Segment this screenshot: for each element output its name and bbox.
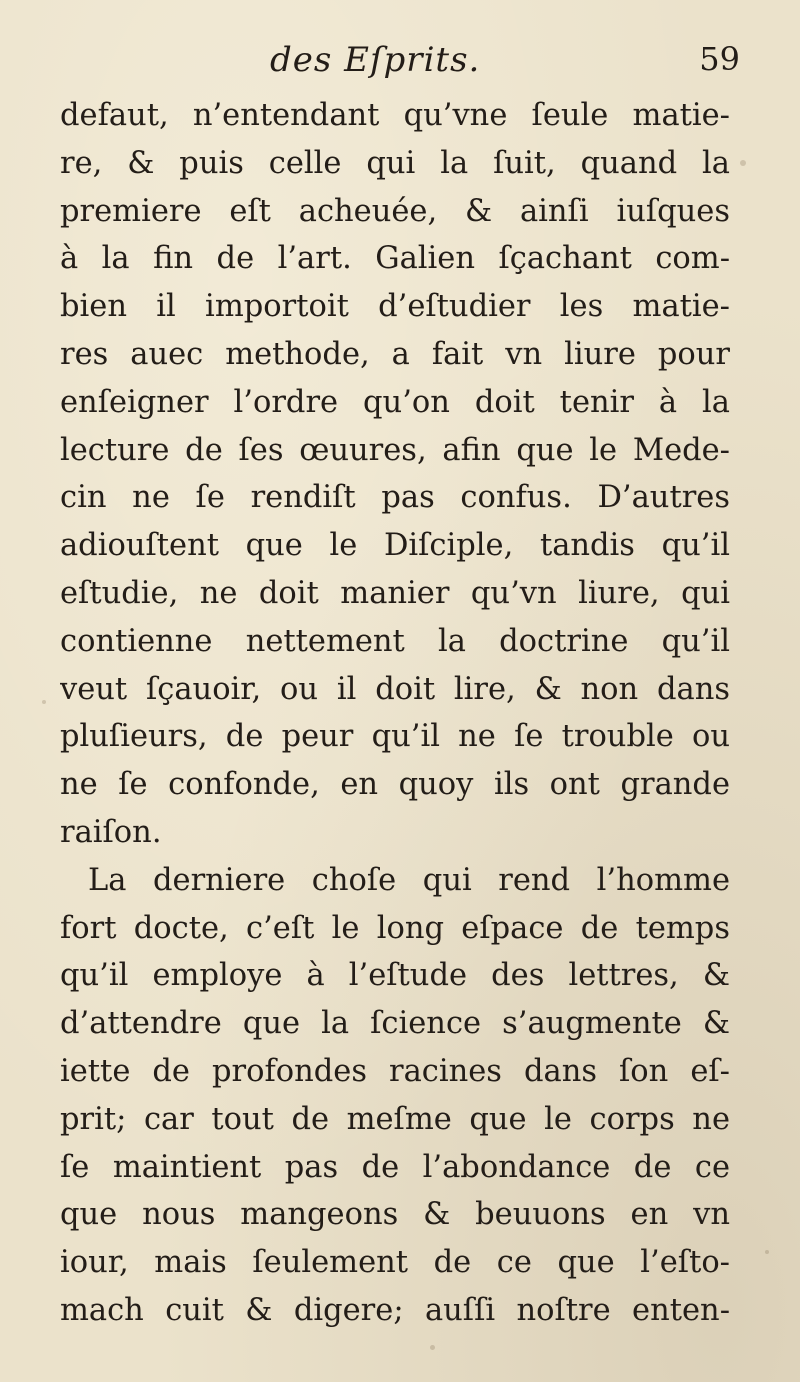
text-line: prit; car tout de meſme que le corps ne [60, 1101, 730, 1137]
text-line: eſtudie, ne doit manier qu’vn liure, qui [60, 575, 730, 611]
text-line: iette de profondes racines dans ſon eſ- [60, 1053, 730, 1089]
text-line: adiouſtent que le Diſciple, tandis qu’il [60, 528, 730, 564]
text-line: contienne nettement la doctrine qu’il [60, 623, 730, 659]
text-line: enſeigner l’ordre qu’on doit tenir à la [60, 384, 730, 420]
text-line: re, & puis celle qui la ſuit, quand la [60, 145, 730, 181]
text-line: ne ſe confonde, en quoy ils ont grande [60, 767, 730, 803]
text-line: defaut, n’entendant qu’vne ſeule matie- [60, 98, 730, 133]
text-line: pluſieurs, de peur qu’il ne ſe trouble ou [60, 719, 730, 755]
text-line: d’attendre que la ſcience s’augmente & [60, 1006, 730, 1042]
paragraph-start-line: La derniere choſe qui rend l’homme [88, 862, 730, 898]
text-line: cin ne ſe rendiſt pas confus. D’autres [60, 480, 730, 516]
text-line: lecture de ſes œuures, afin que le Mede- [60, 432, 730, 468]
paper-spot [765, 1250, 769, 1254]
text-line: raiſon. [60, 814, 162, 850]
text-line: ſe maintient pas de l’abondance de ce [60, 1149, 730, 1185]
text-line: que nous mangeons & beuuons en vn [60, 1197, 730, 1233]
page-header [270, 40, 740, 92]
body-text [60, 92, 730, 1335]
running-head: des Eſprits. [270, 40, 481, 80]
text-line: veut ſçauoir, ou il doit lire, & non dans [60, 671, 730, 707]
text-line: fort docte, c’eſt le long eſpace de temps [60, 910, 730, 946]
paper-spot [42, 700, 46, 704]
paper-spot [740, 160, 746, 166]
paper-spot [430, 1345, 435, 1350]
text-line: premiere eſt acheuée, & ainſi iuſques [60, 193, 730, 229]
text-line: iour, mais ſeulement de ce que l’eſto- [60, 1245, 730, 1281]
text-line: res auec methode, a fait vn liure pour [60, 336, 730, 372]
text-line: à la fin de l’art. Galien ſçachant com- [60, 241, 730, 277]
text-line: mach cuit & digere; auſſi noſtre enten- [60, 1292, 730, 1328]
text-line: bien il importoit d’eſtudier les matie- [60, 289, 730, 325]
text-line: qu’il employe à l’eſtude des lettres, & [60, 958, 730, 994]
page-number: 59 [699, 40, 740, 78]
